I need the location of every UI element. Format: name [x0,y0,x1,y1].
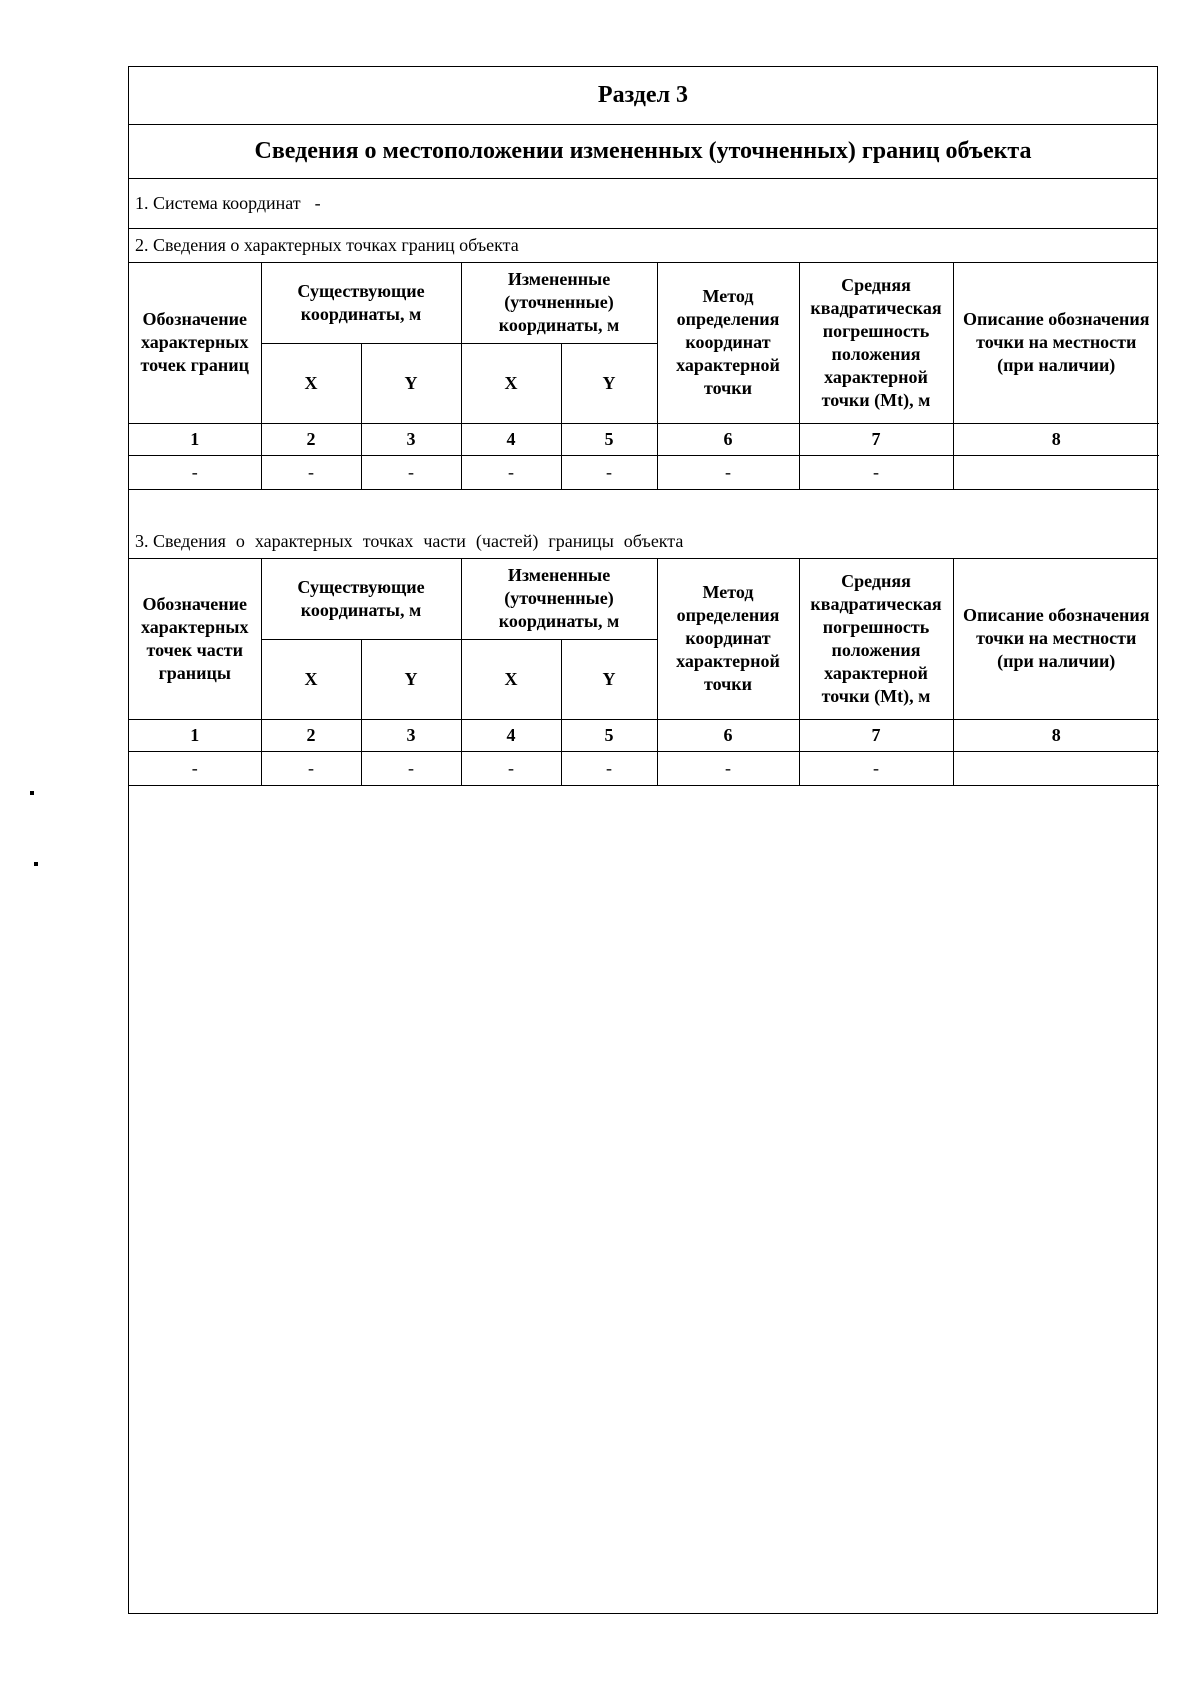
column-number: 7 [799,719,953,751]
table-cell: - [561,455,657,489]
section-subtitle: Сведения о местоположении измененных (уточненных) границ объекта [129,125,1157,179]
header-method: Метод определения координат характерной точки [657,263,799,423]
header-existing-x: X [261,343,361,423]
scan-speck [34,862,38,866]
column-number: 3 [361,719,461,751]
table-cell [953,751,1159,785]
header-designation: Обозначение характерных точек границ [129,263,261,423]
column-number: 1 [129,423,261,455]
section3-heading [129,525,1157,559]
header-designation: Обозначение характерных точек части границы [129,559,261,719]
heading-word: (частей) [475,531,539,551]
table-cell: - [461,751,561,785]
column-number: 8 [953,719,1159,751]
column-number: 6 [657,719,799,751]
column-number: 4 [461,423,561,455]
table-cell: - [261,455,361,489]
table-cell: - [461,455,561,489]
header-existing-x: X [261,639,361,719]
header-mean-error: Средняя квадратическая погрешность положения характерной точки (Mt), м [799,263,953,423]
column-number-row [129,719,1159,751]
column-number: 2 [261,719,361,751]
header-existing-y: Y [361,639,461,719]
column-number: 8 [953,423,1159,455]
table-cell: - [799,751,953,785]
table-cell: - [129,455,261,489]
heading-word: объекта [623,531,684,551]
section-title: Раздел 3 [129,67,1157,125]
table-cell: - [657,455,799,489]
header-changed-coords: Измененные (уточненные) координаты, м [461,263,657,343]
coordinate-system-line [129,179,1157,229]
coordinate-system-label: 1. Система координат [135,193,301,213]
heading-word: точках [362,531,414,551]
column-number: 2 [261,423,361,455]
boundary-points-table [129,263,1159,490]
column-number: 1 [129,719,261,751]
table-cell: - [799,455,953,489]
header-method: Метод определения координат характерной точки [657,559,799,719]
column-number: 5 [561,423,657,455]
table-cell: - [261,751,361,785]
section2-heading: 2. Сведения о характерных точках границ объекта [129,229,1157,263]
table-cell [953,455,1159,489]
column-number: 5 [561,719,657,751]
heading-word: части [423,531,466,551]
heading-word: границы [548,531,614,551]
column-number: 6 [657,423,799,455]
part-points-table [129,559,1159,786]
coordinate-system-value: - [314,193,321,213]
table-row [129,751,1159,785]
column-number: 3 [361,423,461,455]
header-changed-coords: Измененные (уточненные) координаты, м [461,559,657,639]
table-cell: - [561,751,657,785]
scan-speck [30,791,34,795]
header-changed-y: Y [561,343,657,423]
table-cell: - [657,751,799,785]
heading-word: характерных [254,531,353,551]
header-changed-x: X [461,639,561,719]
header-existing-y: Y [361,343,461,423]
header-description: Описание обозначения точки на местности (при наличии) [953,559,1159,719]
column-number: 7 [799,423,953,455]
column-number: 4 [461,719,561,751]
header-existing-coords: Существующие координаты, м [261,559,461,639]
table-row [129,455,1159,489]
header-changed-y: Y [561,639,657,719]
document-sheet [128,66,1158,1614]
header-changed-x: X [461,343,561,423]
table-cell: - [129,751,261,785]
column-number-row [129,423,1159,455]
header-description: Описание обозначения точки на местности (при наличии) [953,263,1159,423]
table-cell: - [361,455,461,489]
header-existing-coords: Существующие координаты, м [261,263,461,343]
heading-word: о [235,531,245,551]
header-mean-error: Средняя квадратическая погрешность положения характерной точки (Mt), м [799,559,953,719]
heading-word: 3. Сведения [135,531,226,551]
table-cell: - [361,751,461,785]
